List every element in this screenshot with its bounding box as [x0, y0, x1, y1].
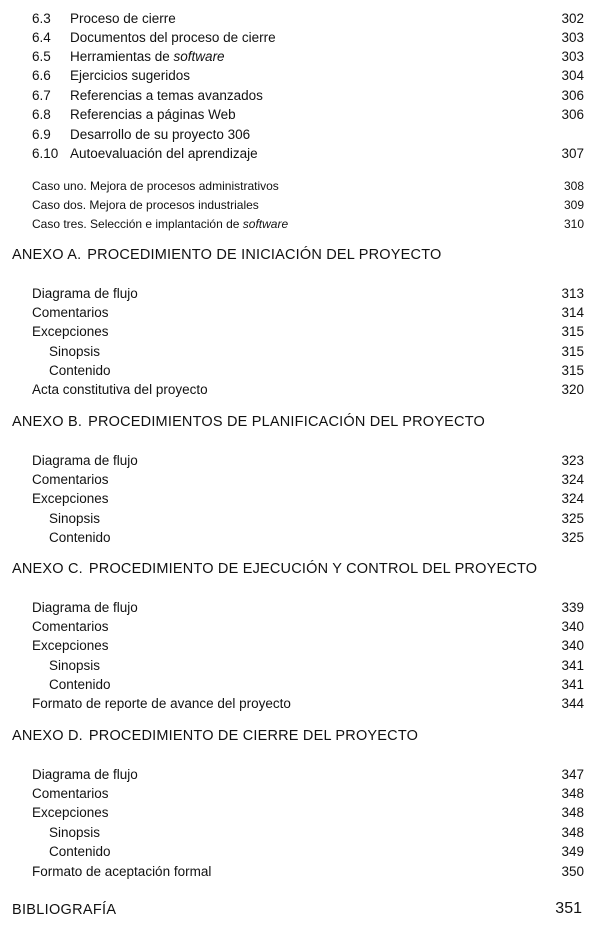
case-page: 309: [563, 198, 584, 212]
toc-entry[interactable]: [32, 785, 584, 803]
toc-entry[interactable]: [32, 285, 584, 303]
toc-case-entry[interactable]: [32, 177, 584, 195]
entry-title: Contenido: [49, 363, 111, 378]
entry-page: 323: [561, 453, 584, 468]
toc-entry[interactable]: [32, 766, 584, 784]
toc-entry[interactable]: [32, 804, 584, 822]
toc-entry[interactable]: [32, 490, 584, 508]
entry-title-prefix: Herramientas de: [70, 49, 174, 64]
case-title-italic: software: [242, 217, 289, 231]
case-page: 310: [563, 217, 584, 231]
toc-entry[interactable]: [32, 452, 584, 470]
entry-number: 6.7: [32, 88, 51, 103]
entry-page: 306: [561, 107, 584, 122]
entry-page: 314: [561, 305, 584, 320]
entry-title: Contenido: [49, 677, 111, 692]
toc-subentry[interactable]: [32, 843, 584, 861]
entry-page: 325: [561, 511, 584, 526]
entry-page: 349: [561, 844, 584, 859]
entry-page: 325: [561, 530, 584, 545]
entry-title: Ejercicios sugeridos: [70, 68, 191, 83]
entry-title: Excepciones: [32, 324, 109, 339]
entry-page: 313: [561, 286, 584, 301]
entry-page: 307: [561, 146, 584, 161]
entry-title: Comentarios: [32, 305, 109, 320]
entry-title: Contenido: [49, 530, 111, 545]
annex-prefix: ANEXO C.: [12, 561, 83, 577]
case-page: 308: [563, 179, 584, 193]
entry-title: Excepciones: [32, 638, 109, 653]
case-title: [32, 215, 288, 233]
toc-entry[interactable]: [32, 29, 584, 47]
entry-page: 315: [561, 363, 584, 378]
toc-entry[interactable]: [32, 48, 584, 66]
entry-page: 315: [561, 324, 584, 339]
annex-title: PROCEDIMIENTO DE CIERRE DEL PROYECTO: [88, 728, 419, 744]
annex-title: PROCEDIMIENTO DE INICIACIÓN DEL PROYECTO: [87, 247, 442, 263]
entry-title: Contenido: [49, 844, 111, 859]
toc-entry[interactable]: [32, 863, 584, 881]
entry-title: Comentarios: [32, 619, 109, 634]
annex-title: PROCEDIMIENTO DE EJECUCIÓN Y CONTROL DEL PROYECTO: [88, 561, 538, 577]
toc-subentry[interactable]: [32, 343, 584, 361]
entry-title: Comentarios: [32, 472, 109, 487]
footer-page-number: 351: [555, 900, 582, 917]
annex-title: PROCEDIMIENTOS DE PLANIFICACIÓN DEL PROYECTO: [88, 414, 485, 430]
entry-number: 6.5: [32, 49, 51, 64]
entry-page: 315: [561, 344, 584, 359]
entry-title: Acta constitutiva del proyecto: [32, 382, 208, 397]
toc-entry[interactable]: [32, 106, 584, 124]
toc-entry[interactable]: [32, 471, 584, 489]
entry-page: 306: [561, 88, 584, 103]
entry-number: 6.6: [32, 68, 51, 83]
entry-title: Desarrollo de su proyecto 306: [70, 127, 251, 142]
entry-title: Diagrama de flujo: [32, 286, 138, 301]
toc-subentry[interactable]: [32, 824, 584, 842]
entry-page: 347: [561, 767, 584, 782]
entry-number: 6.3: [32, 11, 51, 26]
case-title-prefix: Caso tres. Selección e implantación de: [32, 217, 243, 231]
footer-section-title: BIBLIOGRAFÍA: [12, 902, 117, 918]
entry-page: 344: [561, 696, 584, 711]
annex-prefix: ANEXO A.: [12, 247, 82, 263]
toc-subentry[interactable]: [32, 362, 584, 380]
toc-entry[interactable]: [32, 599, 584, 617]
entry-title: Referencias a temas avanzados: [70, 88, 263, 103]
entry-title: Diagrama de flujo: [32, 767, 138, 782]
entry-page: 320: [561, 382, 584, 397]
entry-page: 302: [561, 11, 584, 26]
entry-title: Formato de reporte de avance del proyecto: [32, 696, 291, 711]
entry-page: 324: [561, 472, 584, 487]
annex-heading-c[interactable]: [12, 559, 537, 579]
entry-title: Proceso de cierre: [70, 11, 176, 26]
toc-entry[interactable]: [32, 304, 584, 322]
toc-subentry[interactable]: [32, 529, 584, 547]
entry-page: 304: [561, 68, 584, 83]
entry-page: 324: [561, 491, 584, 506]
toc-entry[interactable]: [32, 618, 584, 636]
entry-number: 6.4: [32, 30, 51, 45]
case-title: Caso dos. Mejora de procesos industriales: [32, 198, 259, 212]
entry-page: 303: [561, 30, 584, 45]
annex-heading-d[interactable]: [12, 726, 418, 746]
entry-title: Sinopsis: [49, 658, 101, 673]
entry-page: 348: [561, 786, 584, 801]
annex-prefix: ANEXO B.: [12, 414, 83, 430]
entry-page: 350: [561, 864, 584, 879]
entry-number: 6.8: [32, 107, 51, 122]
entry-title: Diagrama de flujo: [32, 453, 138, 468]
toc-entry[interactable]: [32, 10, 584, 28]
entry-page: 348: [561, 825, 584, 840]
entry-title: Sinopsis: [49, 344, 101, 359]
toc-entry[interactable]: [32, 67, 584, 85]
toc-subentry[interactable]: [32, 657, 584, 675]
case-title: Caso uno. Mejora de procesos administrativos: [32, 179, 279, 193]
entry-page: 303: [561, 49, 584, 64]
toc-case-entry[interactable]: [32, 196, 584, 214]
toc-case-entry[interactable]: [32, 215, 584, 233]
toc-entry[interactable]: [32, 87, 584, 105]
toc-entry[interactable]: [32, 323, 584, 341]
entry-title: Comentarios: [32, 786, 109, 801]
entry-page: 341: [561, 658, 584, 673]
annex-heading-a[interactable]: [12, 245, 441, 265]
entry-title: Referencias a páginas Web: [70, 107, 236, 122]
entry-title: [70, 48, 225, 66]
entry-page: 340: [561, 638, 584, 653]
toc-subentry[interactable]: [32, 676, 584, 694]
entry-title: Sinopsis: [49, 511, 101, 526]
entry-number: 6.10: [32, 146, 59, 161]
toc-entry[interactable]: [32, 126, 584, 144]
entry-number: 6.9: [32, 127, 51, 142]
entry-page: 339: [561, 600, 584, 615]
entry-title: Formato de aceptación formal: [32, 864, 212, 879]
toc-subentry[interactable]: [32, 510, 584, 528]
entry-title: Excepciones: [32, 805, 109, 820]
toc-entry[interactable]: [32, 695, 584, 713]
toc-entry[interactable]: [32, 145, 584, 163]
entry-title: Excepciones: [32, 491, 109, 506]
toc-entry[interactable]: [32, 637, 584, 655]
entry-page: 341: [561, 677, 584, 692]
entry-title: Autoevaluación del aprendizaje: [70, 146, 258, 161]
toc-entry[interactable]: [32, 381, 584, 399]
entry-title: Documentos del proceso de cierre: [70, 30, 276, 45]
entry-title: Diagrama de flujo: [32, 600, 138, 615]
entry-page: 340: [561, 619, 584, 634]
annex-prefix: ANEXO D.: [12, 728, 83, 744]
entry-page: 348: [561, 805, 584, 820]
entry-title-italic: software: [173, 49, 225, 64]
entry-title: Sinopsis: [49, 825, 101, 840]
annex-heading-b[interactable]: [12, 412, 485, 432]
